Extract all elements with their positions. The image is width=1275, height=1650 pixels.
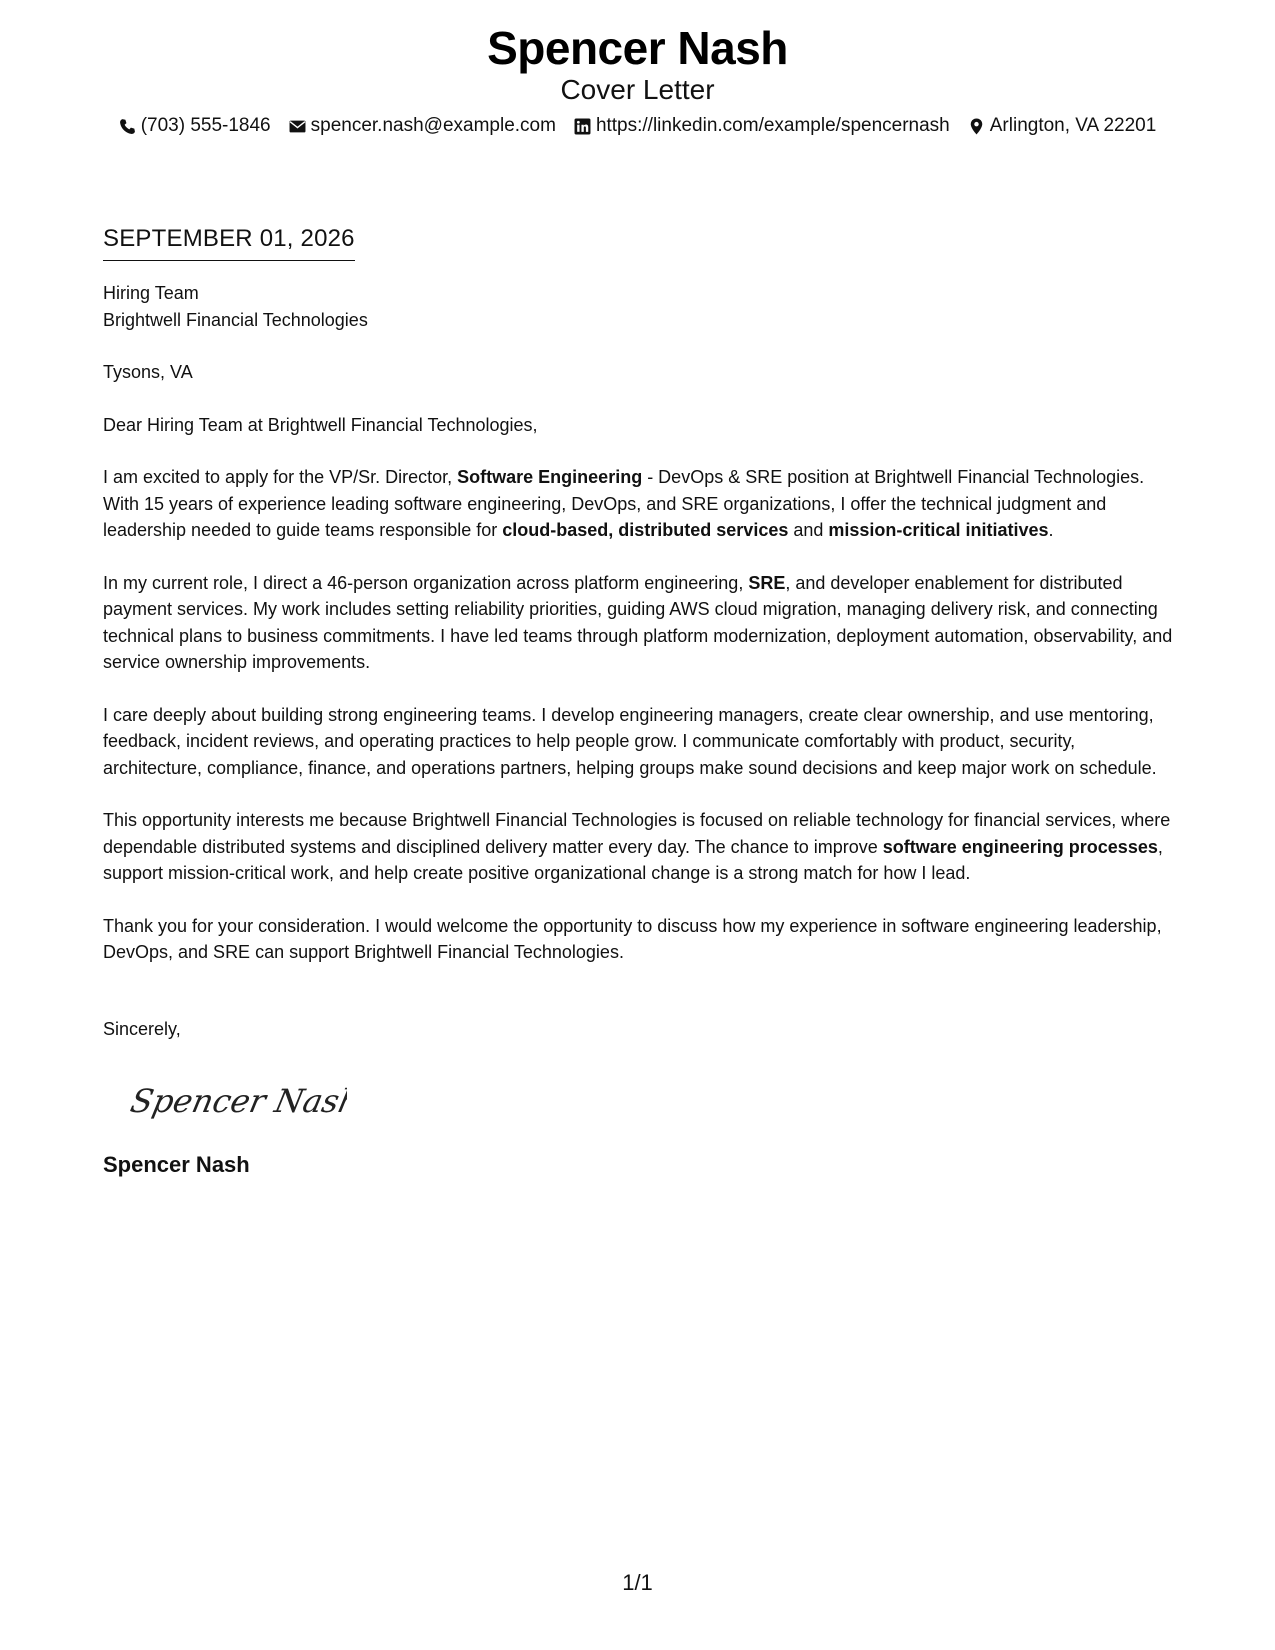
paragraph-4-text: This opportunity interests me because Brightwell Financial Technologies is focused on reliable technology for financial services, where dependable distributed systems and disciplined delivery matter every day. The chance to improve (103, 810, 1171, 857)
paragraph-1-text: and (788, 520, 829, 540)
map-marker-icon (968, 118, 985, 135)
paragraph-1-text: . (1048, 520, 1054, 540)
paragraph-3: I care deeply about building strong engineering teams. I develop engineering managers, create clear ownership, and use mentoring, feedback, incident reviews, and operating practices to help people grow. I communicate comfortably with product, security, architecture, compliance, finance, and operations partners, helping groups make sound decisions and keep major work on schedule. (103, 704, 1157, 778)
envelope-icon (289, 118, 306, 135)
signature-text: Spencer Nash (127, 1082, 347, 1120)
recipient-location: Tysons, VA (103, 362, 193, 382)
contact-linkedin[interactable] (574, 114, 950, 138)
document-subtitle: Cover Letter (560, 74, 715, 105)
recipient-name: Hiring Team (103, 283, 199, 303)
letter-date: SEPTEMBER 01, 2026 (103, 222, 355, 261)
salutation: Dear Hiring Team at Brightwell Financial Technologies, (103, 414, 538, 435)
paragraph-5: Thank you for your consideration. I would welcome the opportunity to discuss how my experience in software engineering leadership, DevOps, and SRE can support Brightwell Financial Technologies. (103, 915, 1162, 962)
paragraph-4-bold: software engineering processes (882, 836, 1158, 857)
page-number: 1/1 (622, 1570, 653, 1595)
paragraph-1-bold: cloud-based, distributed services (502, 520, 789, 540)
paragraph-1-bold: mission-critical initiatives (828, 520, 1049, 540)
paragraph-2 (103, 570, 1178, 676)
applicant-name: Spencer Nash (487, 22, 788, 74)
contact-bar (0, 114, 1275, 138)
paragraph-4 (103, 807, 1178, 887)
phone-icon (119, 118, 136, 135)
location-text: Arlington, VA 22201 (989, 115, 1157, 136)
paragraph-2-text: , and developer enablement for distributed payment services. My work includes setting reliability priorities, guiding AWS cloud migration, managing delivery risk, and connecting technical plans to business commitments. I have led teams through platform modernization, deployment automation, observability, and service ownership improvements. (103, 572, 1173, 672)
contact-location (968, 114, 1157, 138)
letter-body (103, 222, 1178, 1178)
paragraph-2-bold: SRE (748, 572, 786, 593)
contact-email[interactable] (289, 114, 556, 138)
signer-name: Spencer Nash (103, 1151, 250, 1177)
recipient-company: Brightwell Financial Technologies (103, 309, 368, 330)
paragraph-1-text: I am excited to apply for the VP/Sr. Director, (103, 467, 458, 487)
email-text: spencer.nash@example.com (310, 115, 556, 136)
linkedin-icon (574, 118, 591, 135)
paragraph-2-text: In my current role, I direct a 46-person organization across platform engineering, (103, 572, 749, 593)
paragraph-4-text: , support mission-critical work, and help create positive organizational change is a strong match for how I lead. (103, 836, 1163, 883)
closing: Sincerely, (103, 1018, 181, 1039)
phone-text: (703) 555-1846 (140, 115, 271, 136)
paragraph-1-text: - DevOps & SRE position at Brightwell Financial Technologies. With 15 years of experience leading software engineering, DevOps, and SRE organizations, I offer the technical judgment and leadership needed to guide teams responsible for (103, 467, 1145, 540)
signature-image (127, 1074, 347, 1126)
letter-header (0, 22, 1275, 138)
contact-phone (119, 114, 271, 138)
linkedin-text: https://linkedin.com/example/spencernash (595, 115, 950, 136)
paragraph-1-bold: Software Engineering (457, 467, 643, 487)
paragraph-1 (103, 464, 1178, 544)
